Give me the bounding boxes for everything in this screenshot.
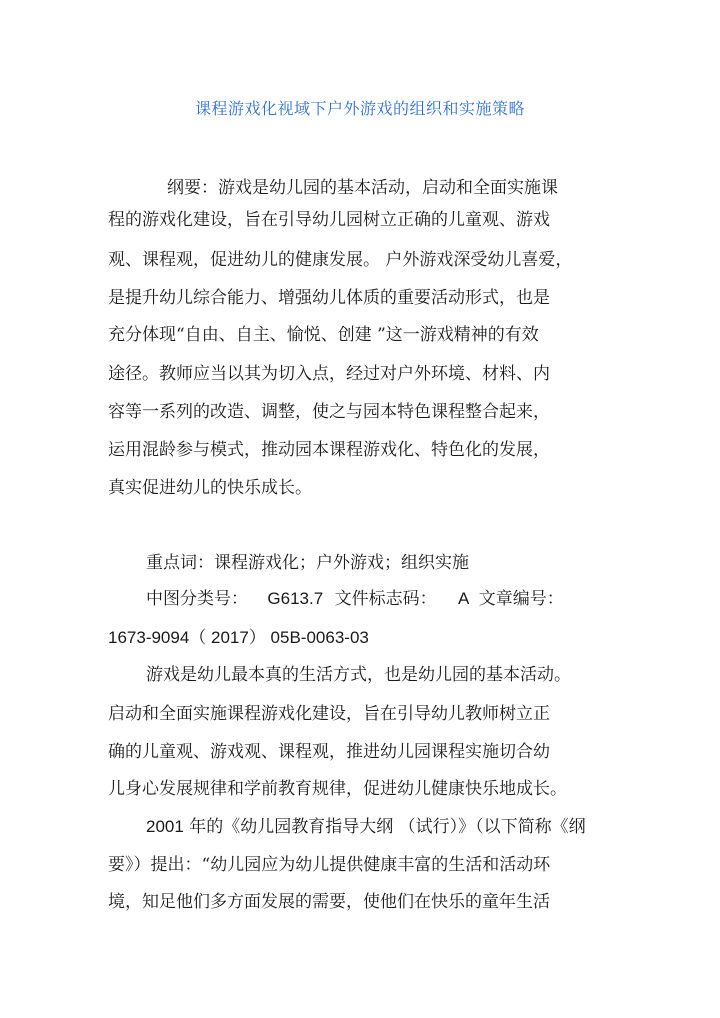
article-title: 课程游戏化视域下户外游戏的组织和实施策略 bbox=[194, 99, 525, 118]
body-line bbox=[146, 817, 586, 837]
body-line: 启动和全面实施课程游戏化建设，旨在引导幼儿教师树立正 bbox=[108, 704, 550, 724]
doc-code-value: A bbox=[457, 589, 470, 608]
body-line: 要》）提出：“幼儿园应为幼儿提供健康丰富的生活和活动环 bbox=[108, 855, 551, 875]
abstract-line: 是提升幼儿综合能力、增强幼儿体质的重要活动形式，也是 bbox=[108, 288, 550, 308]
doc-code-label: 文件标志码： bbox=[334, 589, 437, 609]
body-text: 年的《幼儿园教育指导大纲 （试行）》（以下简称《纲 bbox=[183, 817, 586, 837]
clc-label: 中图分类号： bbox=[146, 589, 248, 609]
abstract-line: 纲要：游戏是幼儿园的基本活动，启动和全面实施课 bbox=[167, 178, 558, 198]
body-line: 确的儿童观、游戏观、课程观，推进幼儿园课程实施切合幼 bbox=[108, 742, 550, 762]
body-line: 境，知足他们多方面发展的需要，使他们在快乐的童年生活 bbox=[108, 892, 550, 912]
body-line: 儿身心发展规律和学前教育规律，促进幼儿健康快乐地成长。 bbox=[108, 779, 567, 799]
abstract-line: 真实促进幼儿的快乐成长。 bbox=[108, 478, 312, 498]
article-no-label: 文章编号： bbox=[478, 589, 564, 609]
year: 2001 bbox=[146, 817, 184, 836]
abstract-line: 观、课程观，促进幼儿的健康发展。 户外游戏深受幼儿喜爱， bbox=[108, 250, 573, 270]
abstract-line: 运用混龄参与模式，推动园本课程游戏化、特色化的发展， bbox=[108, 440, 550, 460]
abstract-line: 容等一系列的改造、调整，使之与园本特色课程整合起来， bbox=[108, 402, 550, 422]
abstract-line: 充分体现“自由、自主、愉悦、创建 ”这一游戏精神的有效 bbox=[108, 325, 539, 345]
keywords: 重点词：课程游戏化；户外游戏；组织实施 bbox=[146, 553, 469, 573]
abstract-line: 途径。教师应当以其为切入点，经过对户外环境、材料、内 bbox=[108, 364, 550, 384]
abstract-line: 程的游戏化建设，旨在引导幼儿园树立正确的儿童观、游戏 bbox=[108, 210, 550, 230]
clc-value: G613.7 bbox=[267, 589, 324, 608]
body-line: 游戏是幼儿最本真的生活方式，也是幼儿园的基本活动。 bbox=[146, 665, 571, 685]
article-number: 1673-9094（ 2017） 05B-0063-03 bbox=[108, 628, 369, 647]
classification-line bbox=[146, 589, 564, 609]
